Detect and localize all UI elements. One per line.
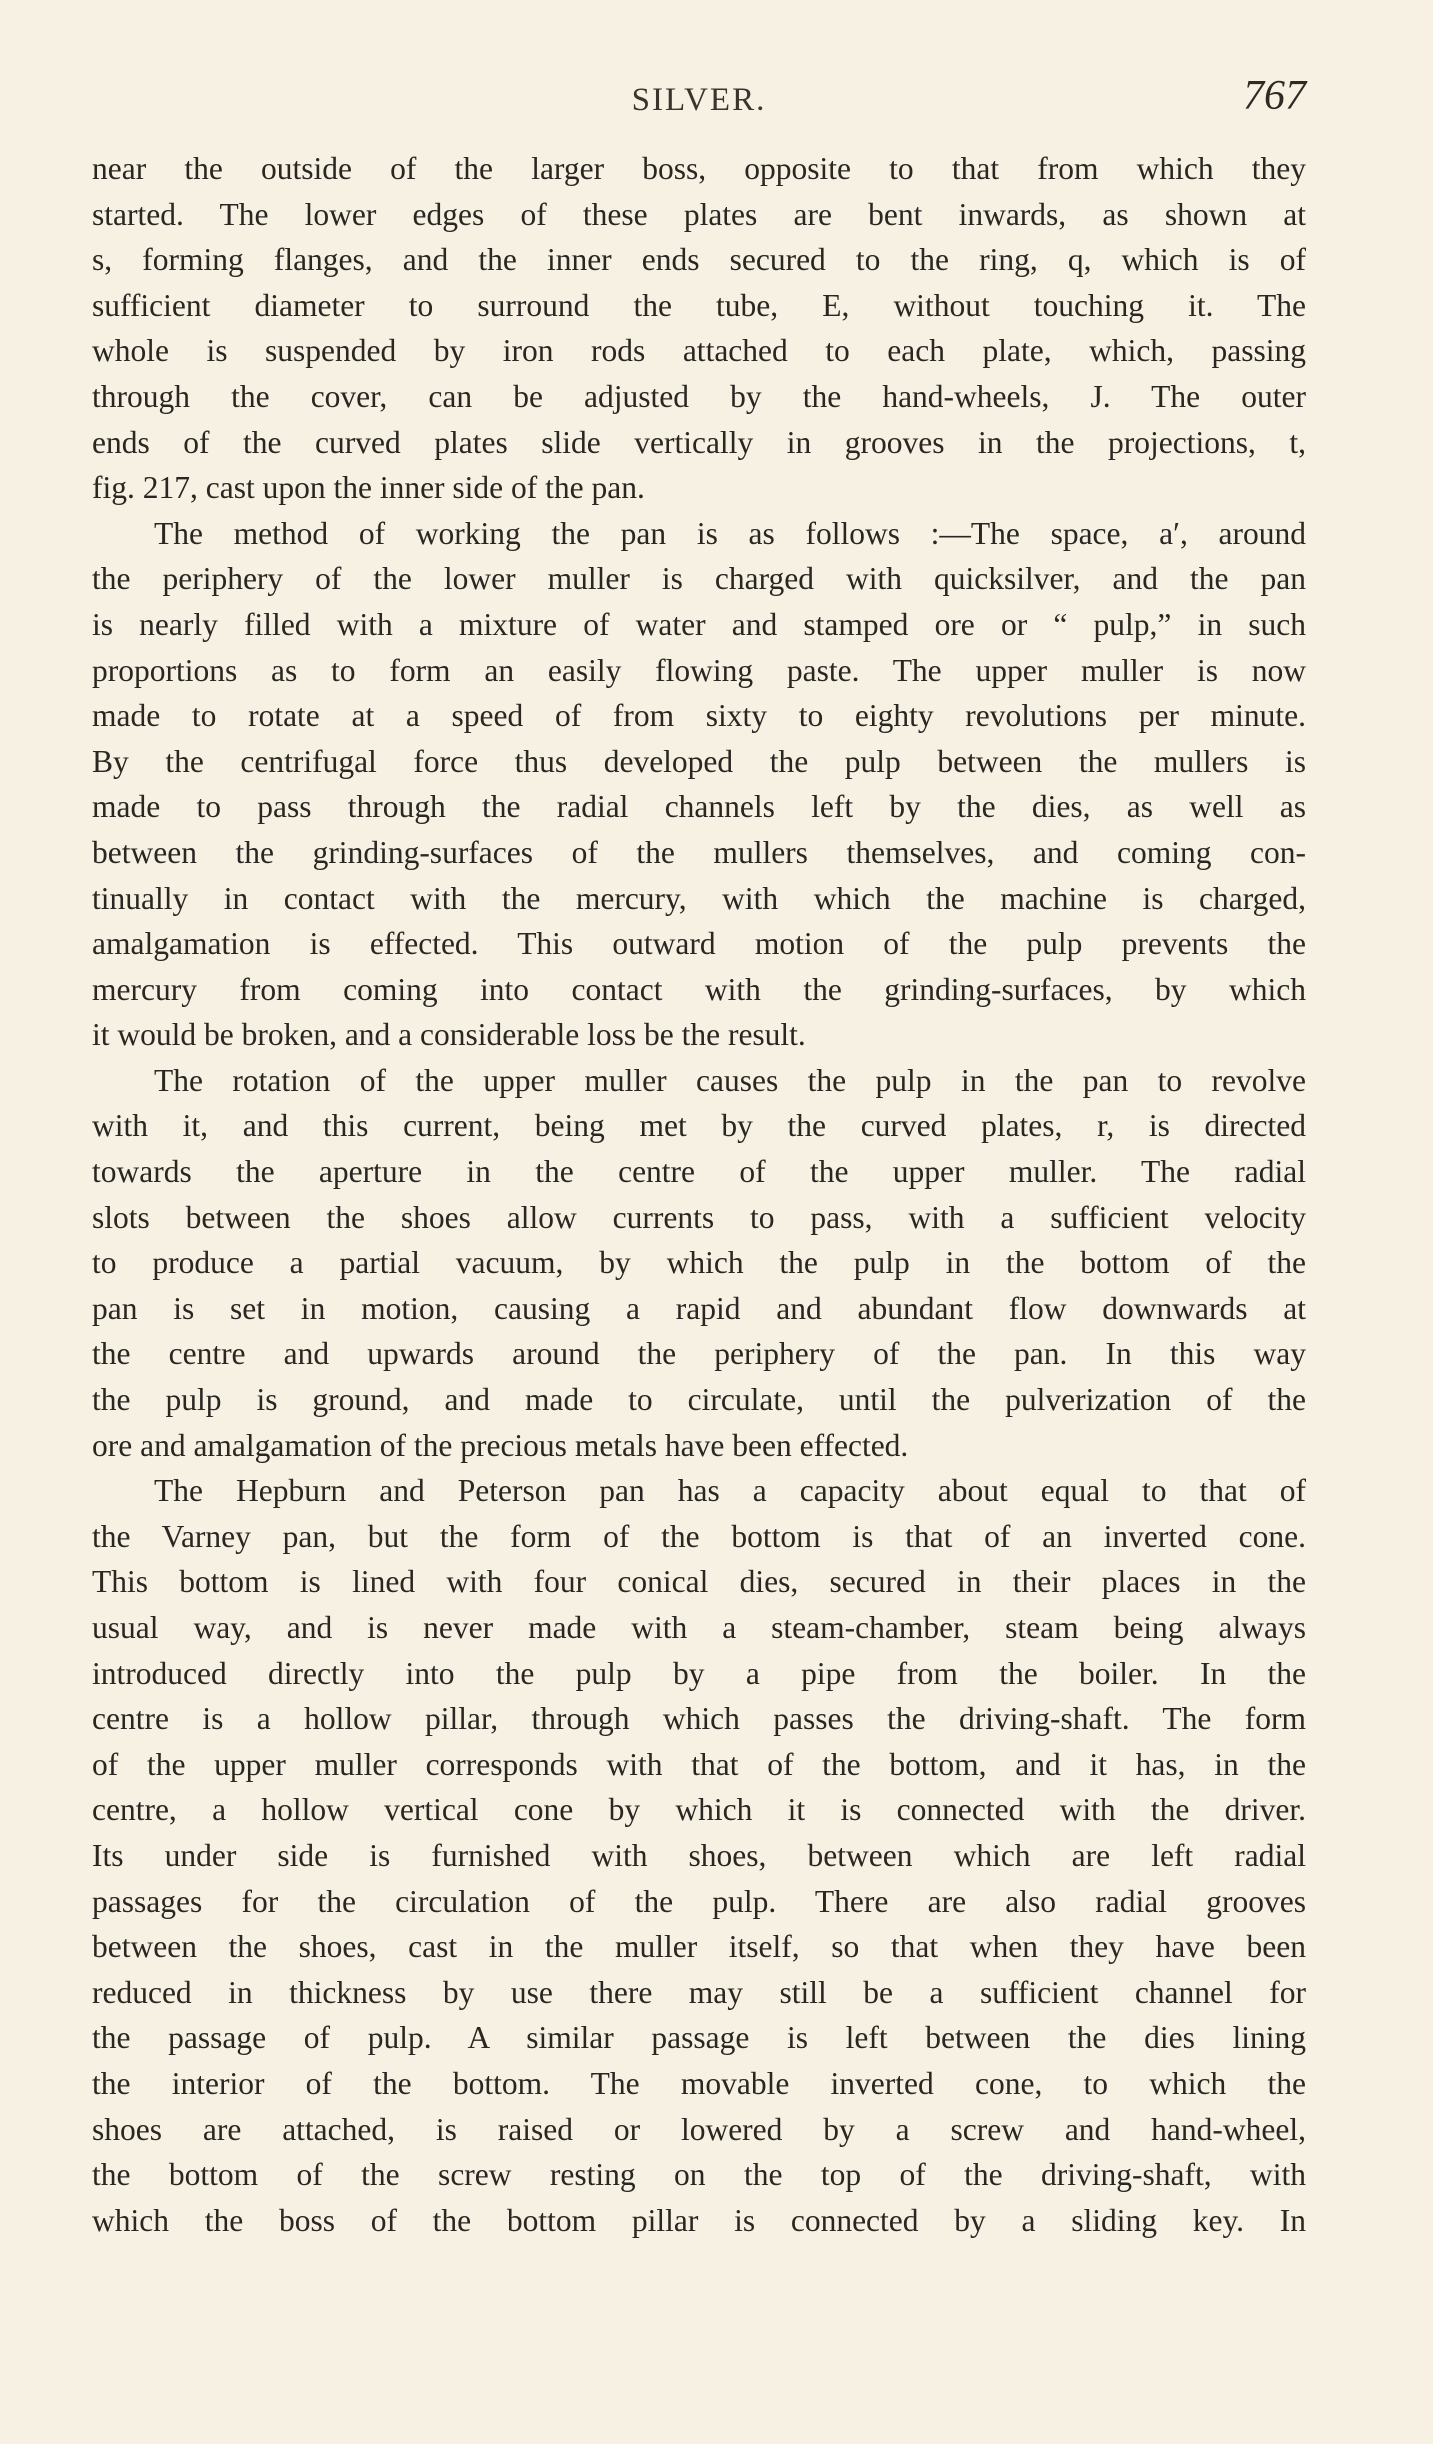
running-title: SILVER.	[631, 82, 767, 118]
text-line: of the upper muller corresponds with that of the bottom, and it has, in the	[92, 1746, 1306, 1782]
text-line: whole is suspended by iron rods attached to each plate, which, passing	[92, 333, 1306, 369]
text-line: the interior of the bottom. The movable inverted cone, to which the	[92, 2065, 1306, 2101]
text-line: The Hepburn and Peterson pan has a capacity about equal to that of	[154, 1473, 1306, 1509]
text-line: the Varney pan, but the form of the bottom is that of an inverted cone.	[92, 1518, 1306, 1554]
text-line: which the boss of the bottom pillar is connected by a sliding key. In	[92, 2202, 1306, 2238]
text-line: started. The lower edges of these plates are bent inwards, as shown at	[92, 196, 1306, 232]
text-line: it would be broken, and a considerable loss be the result.	[92, 1017, 806, 1053]
text-line: The rotation of the upper muller causes the pulp in the pan to revolve	[154, 1062, 1306, 1098]
text-line: fig. 217, cast upon the inner side of the pan.	[92, 470, 645, 506]
text-line: Its under side is furnished with shoes, between which are left radial	[92, 1837, 1306, 1873]
text-line: introduced directly into the pulp by a pipe from the boiler. In the	[92, 1655, 1306, 1691]
text-line: the passage of pulp. A similar passage is left between the dies lining	[92, 2020, 1306, 2056]
text-line: towards the aperture in the centre of the upper muller. The radial	[92, 1154, 1306, 1190]
text-line: slots between the shoes allow currents to pass, with a sufficient velocity	[92, 1199, 1306, 1235]
text-line: the pulp is ground, and made to circulate, until the pulverization of the	[92, 1382, 1306, 1418]
text-line: centre is a hollow pillar, through which passes the driving-shaft. The form	[92, 1701, 1306, 1737]
text-line: sufficient diameter to surround the tube, E, without touching it. The	[92, 287, 1306, 323]
text-line: The method of working the pan is as follows :—The space, a′, around	[154, 515, 1306, 551]
text-line: amalgamation is effected. This outward motion of the pulp prevents the	[92, 926, 1306, 962]
text-line: This bottom is lined with four conical dies, secured in their places in the	[92, 1564, 1306, 1600]
text-line: the bottom of the screw resting on the top of the driving-shaft, with	[92, 2157, 1306, 2193]
text-line: By the centrifugal force thus developed the pulp between the mullers is	[92, 743, 1306, 779]
text-line: centre, a hollow vertical cone by which it is connected with the driver.	[92, 1792, 1306, 1828]
text-line: ore and amalgamation of the precious metals have been effected.	[92, 1427, 909, 1463]
body-text	[92, 146, 1306, 2306]
text-line	[92, 2243, 1306, 2289]
text-line: made to rotate at a speed of from sixty to eighty revolutions per minute.	[92, 698, 1306, 734]
text-line: usual way, and is never made with a steam-chamber, steam being always	[92, 1610, 1306, 1645]
text-line: proportions as to form an easily flowing paste. The upper muller is now	[92, 652, 1306, 688]
text-line: passages for the circulation of the pulp. There are also radial grooves	[92, 1883, 1306, 1919]
page-number: 767	[1243, 73, 1306, 119]
text-line: to produce a partial vacuum, by which the pulp in the bottom of the	[92, 1245, 1306, 1281]
text-line: through the cover, can be adjusted by the hand-wheels, J. The outer	[92, 378, 1306, 414]
text-line: shoes are attached, is raised or lowered by a screw and hand-wheel,	[92, 2111, 1306, 2147]
text-line: tinually in contact with the mercury, with which the machine is charged,	[92, 880, 1306, 916]
running-head	[92, 72, 1306, 132]
text-line: s, forming flanges, and the inner ends secured to the ring, q, which is of	[92, 242, 1306, 278]
text-line: with it, and this current, being met by the curved plates, r, is directed	[92, 1108, 1306, 1144]
text-line: reduced in thickness by use there may still be a sufficient channel for	[92, 1974, 1306, 2010]
text-line: the periphery of the lower muller is charged with quicksilver, and the pan	[92, 561, 1306, 597]
text-line: pan is set in motion, causing a rapid and abundant flow downwards at	[92, 1290, 1306, 1326]
text-line: made to pass through the radial channels left by the dies, as well as	[92, 789, 1306, 825]
text-line: near the outside of the larger boss, opposite to that from which they	[92, 151, 1306, 186]
text-line: mercury from coming into contact with the grinding-surfaces, by which	[92, 971, 1306, 1007]
text-line: ends of the curved plates slide vertically in grooves in the projections, t,	[92, 424, 1306, 460]
text-line: is nearly filled with a mixture of water and stamped ore or “ pulp,” in such	[92, 606, 1306, 642]
text-line: the centre and upwards around the periphery of the pan. In this way	[92, 1336, 1306, 1372]
text-line: between the shoes, cast in the muller itself, so that when they have been	[92, 1929, 1306, 1965]
text-line: between the grinding-surfaces of the mullers themselves, and coming con-	[92, 834, 1306, 870]
